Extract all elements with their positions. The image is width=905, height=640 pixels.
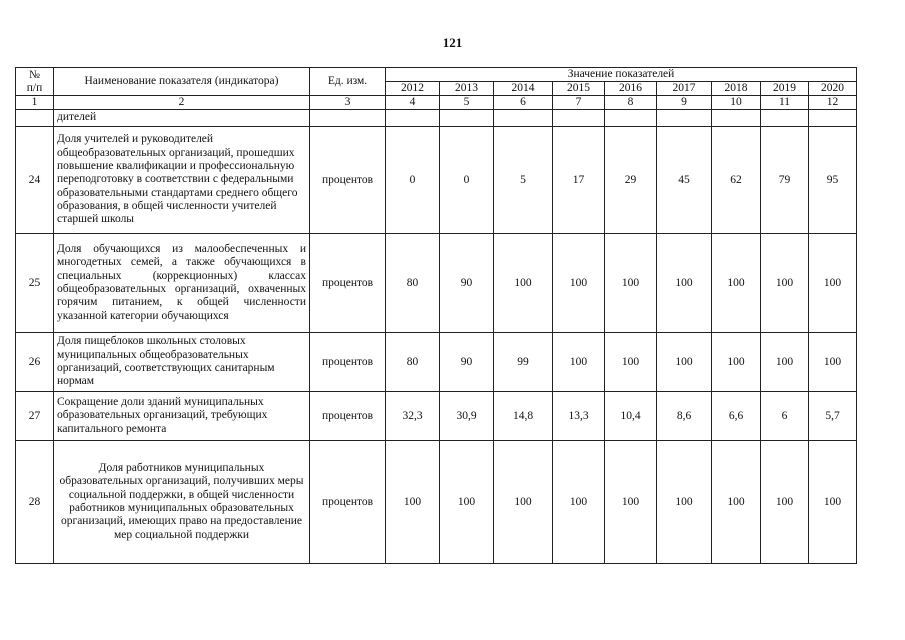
value-cell: 100 [712, 234, 761, 333]
row-number: 26 [16, 333, 54, 392]
unit-cell: процентов [310, 127, 386, 234]
indicator-name: Доля работников муниципальных образовательных организаций, получивших меры социальной поддержки, в общей численности работников муниципальных образовательных организаций, имеющих право на предоставление мер социальной поддержки [54, 441, 310, 564]
value-cell: 5,7 [809, 392, 857, 441]
value-cell: 100 [712, 441, 761, 564]
value-cell: 45 [657, 127, 712, 234]
value-cell: 90 [440, 333, 494, 392]
value-cell: 6,6 [712, 392, 761, 441]
indicator-name: Доля учителей и руководителей общеобразовательных организаций, прошедших повышение квалификации и профессиональную переподготовку в соответствии с федеральными образовательными стандартами среднего общего образования, в общей численности учителей старшей школы [54, 127, 310, 234]
header-year: 2013 [440, 82, 494, 96]
column-index: 5 [440, 96, 494, 110]
row-number: 27 [16, 392, 54, 441]
indicators-table [15, 67, 857, 564]
unit-cell: процентов [310, 333, 386, 392]
value-cell: 100 [605, 234, 657, 333]
value-cell: 10,4 [605, 392, 657, 441]
value-cell: 100 [809, 441, 857, 564]
value-cell: 6 [761, 392, 809, 441]
cell-empty [310, 110, 386, 127]
cell-empty [386, 110, 440, 127]
header-values: Значение показателей [386, 68, 857, 82]
column-index-row [16, 96, 857, 110]
continuation-row [16, 110, 857, 127]
header-row-1 [16, 68, 857, 82]
header-year: 2017 [657, 82, 712, 96]
value-cell: 100 [553, 333, 605, 392]
value-cell: 100 [494, 441, 553, 564]
value-cell: 99 [494, 333, 553, 392]
header-year: 2015 [553, 82, 605, 96]
column-index: 11 [761, 96, 809, 110]
header-num: № п/п [16, 68, 54, 96]
row-number: 28 [16, 441, 54, 564]
header-year: 2018 [712, 82, 761, 96]
table-row [16, 333, 857, 392]
value-cell: 100 [553, 234, 605, 333]
column-index: 10 [712, 96, 761, 110]
value-cell: 100 [761, 234, 809, 333]
value-cell: 100 [440, 441, 494, 564]
cell-empty [440, 110, 494, 127]
value-cell: 32,3 [386, 392, 440, 441]
table-row [16, 392, 857, 441]
cell-empty [712, 110, 761, 127]
unit-cell: процентов [310, 441, 386, 564]
column-index: 8 [605, 96, 657, 110]
value-cell: 100 [712, 333, 761, 392]
value-cell: 5 [494, 127, 553, 234]
header-year: 2019 [761, 82, 809, 96]
row-number: 24 [16, 127, 54, 234]
value-cell: 13,3 [553, 392, 605, 441]
value-cell: 100 [657, 234, 712, 333]
header-name: Наименование показателя (индикатора) [54, 68, 310, 96]
header-year: 2020 [809, 82, 857, 96]
cell-empty [809, 110, 857, 127]
header-year: 2014 [494, 82, 553, 96]
value-cell: 100 [657, 333, 712, 392]
cell-empty [16, 110, 54, 127]
cell-empty [553, 110, 605, 127]
value-cell: 17 [553, 127, 605, 234]
header-year: 2012 [386, 82, 440, 96]
value-cell: 100 [809, 234, 857, 333]
cell-empty [605, 110, 657, 127]
value-cell: 100 [386, 441, 440, 564]
column-index: 7 [553, 96, 605, 110]
value-cell: 100 [809, 333, 857, 392]
continuation-text: дителей [54, 110, 310, 127]
column-index: 12 [809, 96, 857, 110]
unit-cell: процентов [310, 392, 386, 441]
value-cell: 100 [761, 441, 809, 564]
column-index: 1 [16, 96, 54, 110]
value-cell: 90 [440, 234, 494, 333]
value-cell: 80 [386, 333, 440, 392]
column-index: 9 [657, 96, 712, 110]
value-cell: 100 [657, 441, 712, 564]
value-cell: 14,8 [494, 392, 553, 441]
value-cell: 100 [494, 234, 553, 333]
value-cell: 100 [605, 333, 657, 392]
value-cell: 100 [761, 333, 809, 392]
value-cell: 29 [605, 127, 657, 234]
value-cell: 80 [386, 234, 440, 333]
header-year: 2016 [605, 82, 657, 96]
header-unit: Ед. изм. [310, 68, 386, 96]
column-index: 2 [54, 96, 310, 110]
table-row [16, 127, 857, 234]
value-cell: 8,6 [657, 392, 712, 441]
value-cell: 62 [712, 127, 761, 234]
table-row [16, 234, 857, 333]
value-cell: 0 [386, 127, 440, 234]
value-cell: 100 [605, 441, 657, 564]
unit-cell: процентов [310, 234, 386, 333]
row-number: 25 [16, 234, 54, 333]
value-cell: 30,9 [440, 392, 494, 441]
column-index: 4 [386, 96, 440, 110]
cell-empty [494, 110, 553, 127]
value-cell: 100 [553, 441, 605, 564]
value-cell: 95 [809, 127, 857, 234]
cell-empty [657, 110, 712, 127]
column-index: 3 [310, 96, 386, 110]
indicator-name: Доля обучающихся из малообеспеченных и многодетных семей, а также обучающихся в специальных (коррекционных) классах общеобразовательных организаций, охваченных горячим питанием, к общей численности указанной категории обучающихся [54, 234, 310, 333]
cell-empty [761, 110, 809, 127]
value-cell: 79 [761, 127, 809, 234]
indicator-name: Доля пищеблоков школьных столовых муниципальных общеобразовательных организаций, соответствующих санитарным нормам [54, 333, 310, 392]
table-row [16, 441, 857, 564]
indicator-name: Сокращение доли зданий муниципальных образовательных организаций, требующих капитального ремонта [54, 392, 310, 441]
page-number: 121 [442, 35, 463, 50]
value-cell: 0 [440, 127, 494, 234]
column-index: 6 [494, 96, 553, 110]
